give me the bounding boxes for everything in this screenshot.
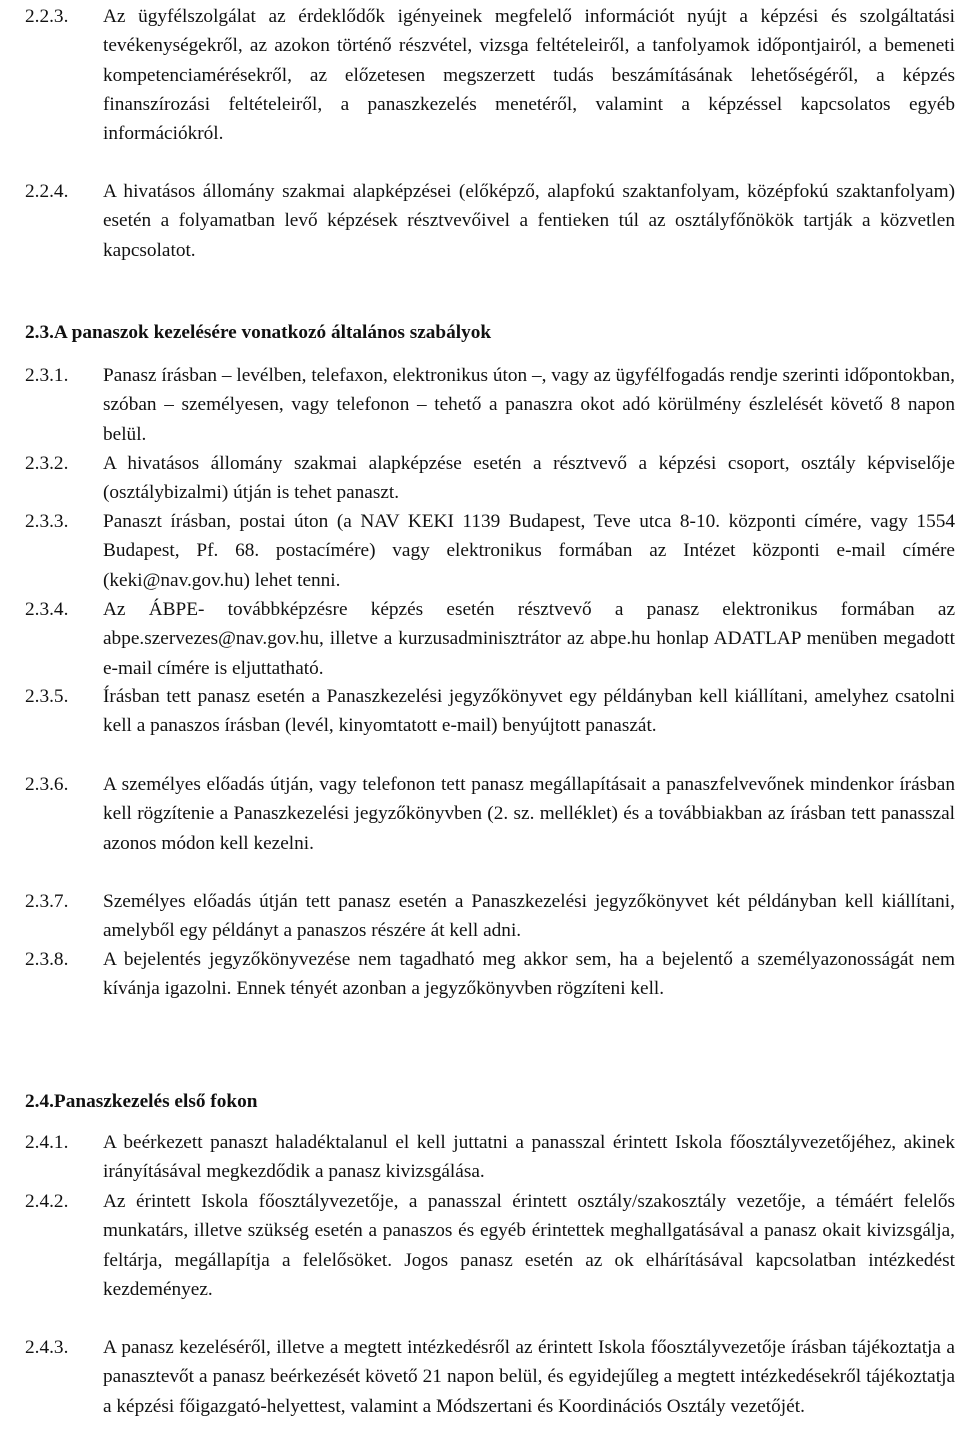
paragraph-text: A panasz kezeléséről, illetve a megtett intézkedésről az érintett Iskola főosztályvezetője írásban tájékoztatja a panasztevőt a panasz beérkezését követő 21 napon belül, és egyidejűleg a megtett intézkedésekről tájékoztatja a képzési főigazgató-helyettest, valamint a Módszertani és Koordinációs Osztály vezetőjét. (103, 1337, 955, 1417)
paragraph-text: Az ügyfélszolgálat az érdeklődők igényeinek megfelelő információt nyújt a képzési és szolgáltatási tevékenységekről, az azokon történő részvétel, vizsga feltételeiről, a tanfolyamok időpontjairól, a bemeneti kompetenciamérésekről, az előzetesen megszerzett tudás beszámításának lehetőségéről, a képzés finanszírozási feltételeiről, a panaszkezelés menetéről, valamint a képzéssel kapcsolatos egyéb információkról. (103, 6, 955, 145)
paragraph-2-3-3 (25, 507, 955, 595)
paragraph-2-4-3 (25, 1333, 955, 1421)
paragraph-number: 2.3.1. (25, 365, 69, 386)
paragraph-2-4-2 (25, 1187, 955, 1304)
paragraph-number: 2.2.3. (25, 6, 69, 27)
paragraph-2-2-3 (25, 2, 955, 148)
paragraph-text: Az érintett Iskola főosztályvezetője, a panasszal érintett osztály/szakosztály vezetője, a témáért felelős munkatárs, illetve szükség esetén a panaszos és egyéb érintettek meghallgatásával a panasz okait kivizsgálja, feltárja, megállapítja a felelősöket. Jogos panasz esetén az ok elhárításával kapcsolatban intézkedést kezdeményez. (103, 1191, 955, 1300)
section-heading-number: 2.3. (25, 322, 54, 343)
paragraph-2-3-5 (25, 682, 955, 741)
paragraph-text: Panaszt írásban, postai úton (a NAV KEKI 1139 Budapest, Teve utca 8-10. központi címére, vagy 1554 Budapest, Pf. 68. postacímére) vagy elektronikus formában az Intézet központi e-mail címére (keki@nav.gov.hu) lehet tenni. (103, 511, 955, 591)
paragraph-number: 2.4.2. (25, 1191, 69, 1212)
paragraph-text: A hivatásos állomány szakmai alapképzései (előképző, alapfokú szaktanfolyam, középfokú szaktanfolyam) esetén a folyamatban levő képzések résztvevőivel a fentieken túl az osztályfőnökök tartják a közvetlen kapcsolatot. (103, 181, 955, 261)
paragraph-number: 2.3.7. (25, 891, 69, 912)
paragraph-number: 2.3.4. (25, 599, 69, 620)
paragraph-text: A személyes előadás útján, vagy telefonon tett panasz megállapításait a panaszfelvevőnek mindenkor írásban kell rögzítenie a Panaszkezelési jegyzőkönyvben (2. sz. melléklet) és a továbbiakban az írásban tett panasszal azonos módon kell kezelni. (103, 774, 955, 854)
paragraph-text: A beérkezett panaszt haladéktalanul el kell juttatni a panasszal érintett Iskola főosztályvezetőjéhez, akinek irányításával megkezdődik a panasz kivizsgálása. (103, 1132, 955, 1183)
paragraph-text: Az ÁBPE- továbbképzésre képzés esetén résztvevő a panasz elektronikus formában az abpe.szervezes@nav.gov.hu, illetve a kurzusadminisztrátor az abpe.hu honlap ADATLAP menüben megadott e-mail címére is eljuttatható. (103, 599, 955, 679)
paragraph-text: Panasz írásban – levélben, telefaxon, elektronikus úton –, vagy az ügyfélfogadás rendje szerinti időpontokban, szóban – személyesen, vagy telefonon – tehető a panaszra okot adó körülmény észlelését követő 8 napon belül. (103, 365, 955, 445)
paragraph-number: 2.3.6. (25, 774, 69, 795)
paragraph-number: 2.4.3. (25, 1337, 69, 1358)
section-heading-title: A panaszok kezelésére vonatkozó általános szabályok (53, 322, 492, 343)
paragraph-2-3-7 (25, 887, 955, 946)
section-heading-2-3 (25, 318, 491, 347)
paragraph-number: 2.3.8. (25, 949, 69, 970)
paragraph-2-3-1 (25, 361, 955, 449)
paragraph-text: Személyes előadás útján tett panasz esetén a Panaszkezelési jegyzőkönyvet két példányban kell kiállítani, amelyből egy példányt a panaszos részére át kell adni. (103, 891, 955, 942)
paragraph-2-3-2 (25, 449, 955, 508)
paragraph-2-3-8 (25, 945, 955, 1004)
paragraph-2-3-4 (25, 595, 955, 683)
paragraph-number: 2.3.3. (25, 511, 69, 532)
paragraph-2-4-1 (25, 1128, 955, 1187)
paragraph-text: A hivatásos állomány szakmai alapképzése esetén a résztvevő a képzési csoport, osztály képviselője (osztálybizalmi) útján is tehet panaszt. (103, 453, 955, 504)
paragraph-2-2-4 (25, 177, 955, 265)
section-heading-number: 2.4. (25, 1091, 54, 1112)
paragraph-text: Írásban tett panasz esetén a Panaszkezelési jegyzőkönyvet egy példányban kell kiállítani, amelyhez csatolni kell a panaszos írásban (levél, kinyomtatott e-mail) benyújtott panaszát. (103, 686, 955, 737)
paragraph-2-3-6 (25, 770, 955, 858)
section-heading-title: Panaszkezelés első fokon (53, 1091, 258, 1112)
paragraph-text: A bejelentés jegyzőkönyvezése nem tagadható meg akkor sem, ha a bejelentő a személyazonosságát nem kívánja igazolni. Ennek tényét azonban a jegyzőkönyvben rögzíteni kell. (103, 949, 955, 1000)
paragraph-number: 2.3.2. (25, 453, 69, 474)
paragraph-number: 2.4.1. (25, 1132, 69, 1153)
paragraph-number: 2.3.5. (25, 686, 69, 707)
section-heading-2-4 (25, 1087, 257, 1116)
paragraph-number: 2.2.4. (25, 181, 69, 202)
